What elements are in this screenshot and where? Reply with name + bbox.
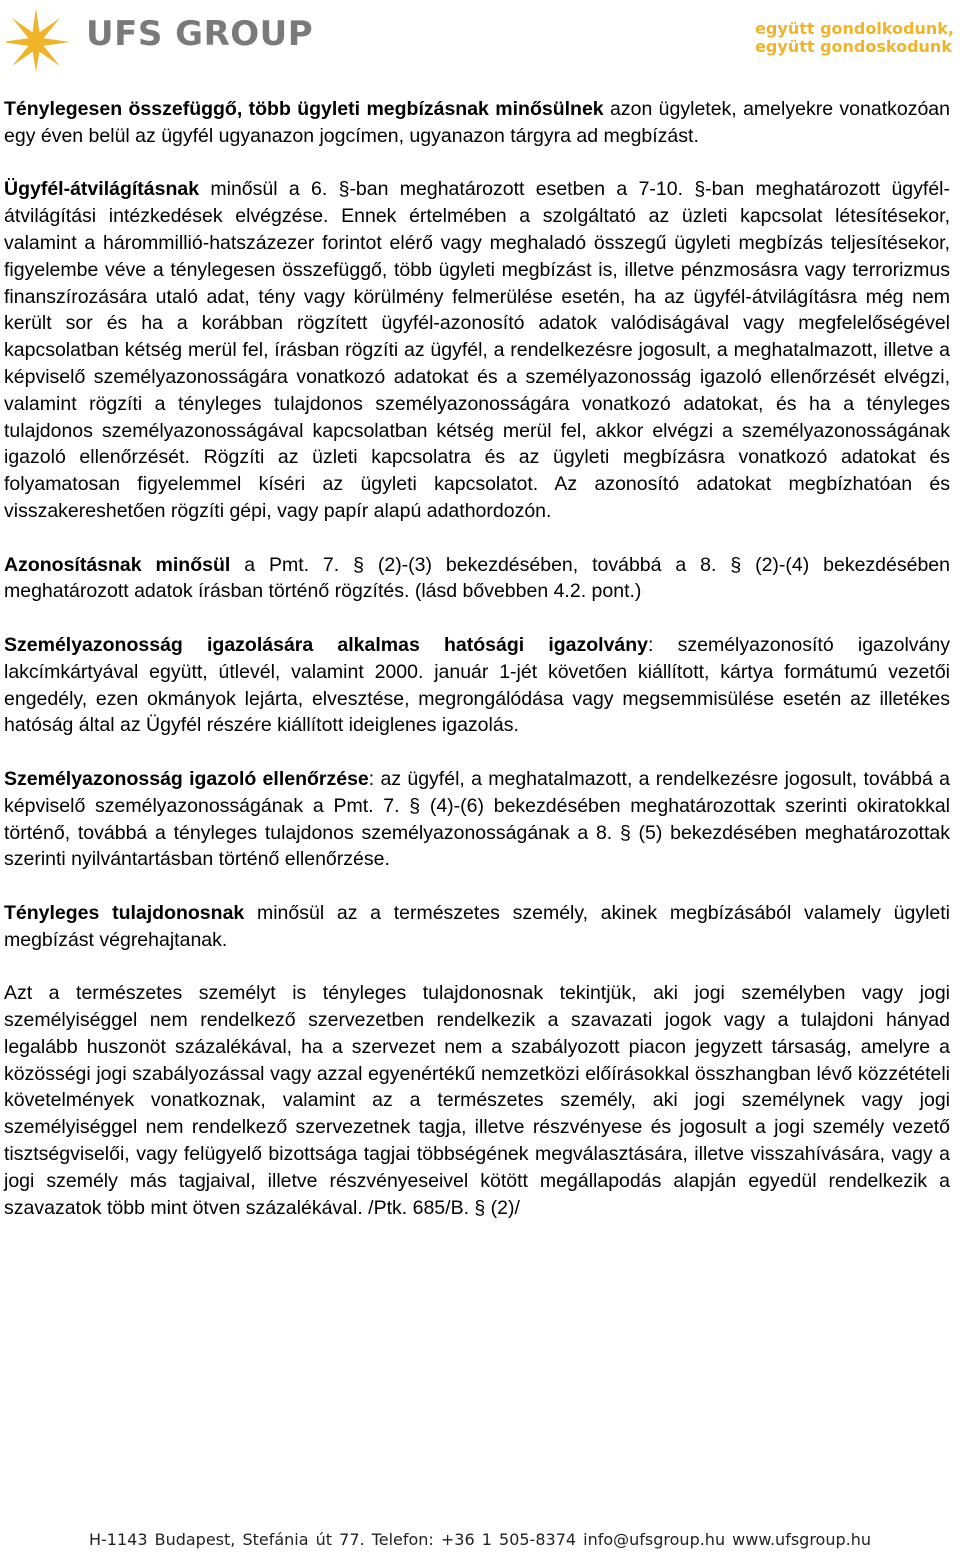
paragraph (4, 766, 950, 873)
definition: azon ügyletek, amelyekre vonatkozóan egy éven belül az ügyfél ugyanazon jogcímen, ugyanazon tárgyra ad megbízást. (4, 98, 950, 147)
term: Ténylegesen összefüggő, több ügyleti megbízásnak minősülnek (4, 98, 604, 120)
paragraph (4, 900, 950, 954)
definition: Azt a természetes személyt is tényleges tulajdonosnak tekintjük, aki jogi személyben vagy jogi személyiséggel nem rendelkező szervezetben rendelkezik a szavazati jogok vagy a tulajdoni hányad legalább huszonöt százalékával, ha a szervezet nem a szabályozott piacon jegyzett társaság, amelyre a közösségi jogi szabályozással vagy azzal egyenértékű nemzetközi előírásokkal összhangban lévő közzétételi követelmények vonatkoznak, valamint az a természetes személy, aki jogi személynek vagy jogi személyiséggel nem rendelkező szervezetnek tagja, illetve részvényese és jogosult a jogi személy vezető tisztségviselői, vagy felügyelő bizottsága tagjai többségének megválasztására, illetve visszahívására, vagy a jogi személy más tagjaival, illetve részvényeseivel kötött megállapodás alapján egyedül rendelkezik a szavazatok több mint ötven százalékával. /Ptk. 685/B. § (2)/ (4, 982, 950, 1219)
definition: a Pmt. 7. § (2)-(3) bekezdésében, továbbá a 8. § (2)-(4) bekezdésében meghatározott adatok írásban történő rögzítés. (lásd bővebben 4.2. pont.) (4, 553, 950, 603)
definition: : személyazonosító igazolvány lakcímkártyával együtt, útlevél, valamint 2000. január 1-jét követően kiállított, kártya formátumú vezetői engedély, ezen okmányok lejárta, elvesztése, megrongálódása vagy megsemmisülése esetén az illetékes hatóság által az Ügyfél részére kiállított ideiglenes igazolás. (4, 633, 950, 737)
paragraph (4, 980, 950, 1221)
paragraph (4, 552, 950, 606)
definition: minősül az a természetes személy, akinek megbízásából valamely ügyleti megbízást végrehajtanak. (4, 901, 950, 951)
ufs-sun-logo-icon (6, 4, 78, 76)
paragraph (4, 96, 950, 150)
term: Ügyfél-átvilágításnak (4, 178, 200, 201)
term: Személyazonosság igazoló ellenőrzése (4, 767, 369, 790)
tagline (755, 20, 954, 56)
page-footer: H-1143 Budapest, Stefánia út 77. Telefon: +36 1 505-8374 info@ufsgroup.hu www.ufsgroup.hu (88, 1530, 871, 1549)
brand-name: UFS GROUP (86, 14, 314, 54)
document-body (4, 96, 950, 1248)
term: Azonosításnak minősül (4, 553, 231, 576)
paragraph (4, 176, 950, 524)
term: Tényleges tulajdonosnak (4, 901, 245, 924)
paragraph (4, 632, 950, 739)
definition: minősül a 6. §-ban meghatározott esetben a 7-10. §-ban meghatározott ügyfél-átvilágítási intézkedések elvégzése. Ennek értelmében a szolgáltató az üzleti kapcsolat létesítésekor, valamint a hárommillió-hatszázezer forintot elérő vagy meghaladó összegű ügyleti megbízás teljesítésekor, figyelembe véve a ténylegesen összefüggő, több ügyleti megbízást is, illetve pénzmosásra vagy terrorizmus finanszírozására utaló adat, tény vagy körülmény felmerülése esetén, ha az ügyfél-átvilágításra még nem került sor és ha a korábban rögzített ügyfél-azonosító adatok valódiságával vagy megfelelőségével kapcsolatban kétség merül fel, írásban rögzíti az ügyfél, a rendelkezésre jogosult, a meghatalmazott, illetve a képviselő személyazonosságára vonatkozó adatokat és a személyazonosság igazoló ellenőrzését elvégzi, valamint rögzíti a tényleges tulajdonos személyazonosságára vonatkozó adatokat, és ha a tényleges tulajdonos személyazonosságával kapcsolatban kétség merül fel, akkor elvégzi a személyazonosságának igazoló ellenőrzését. Rögzíti az üzleti kapcsolatra és az ügyleti megbízásra vonatkozó adatokat és folyamatosan figyelemmel kíséri az ügyleti kapcsolatot. Az azonosító adatokat megbízhatóan és visszakereshetően rögzíti gépi, vagy papír alapú adathordozón. (4, 178, 950, 522)
page-header (0, 0, 960, 80)
definition: : az ügyfél, a meghatalmazott, a rendelkezésre jogosult, továbbá a képviselő személyazonosságának a Pmt. 7. § (4)-(6) bekezdésében meghatározottak szerinti okiratokkal történő, továbbá a tényleges tulajdonos személyazonosságának a 8. § (5) bekezdésében meghatározottak szerinti nyilvántartásban történő ellenőrzése. (4, 767, 951, 871)
tagline-line-2: együtt gondoskodunk (755, 37, 952, 56)
term: Személyazonosság igazolására alkalmas hatósági igazolvány (4, 633, 649, 656)
tagline-line-1: együtt gondolkodunk, (755, 19, 954, 38)
